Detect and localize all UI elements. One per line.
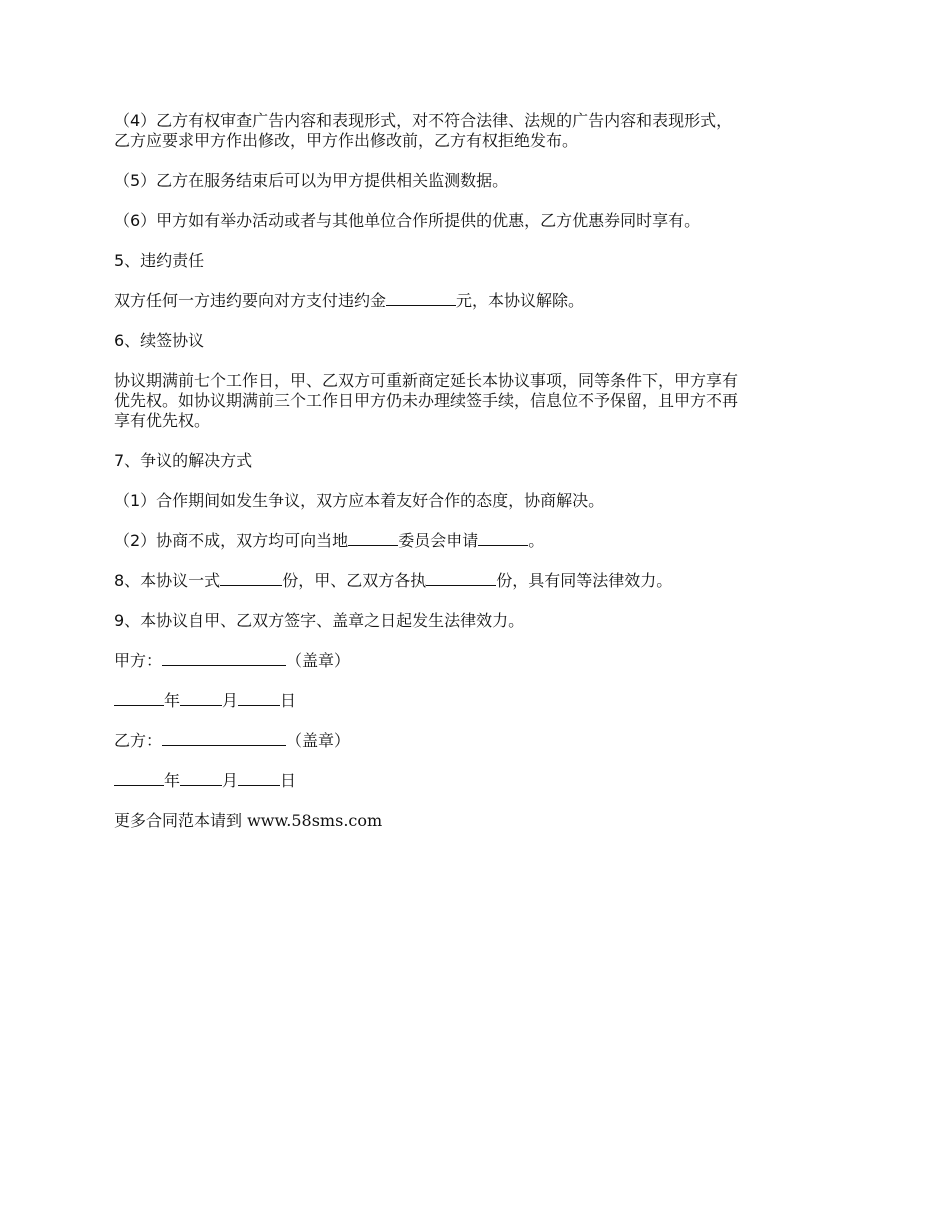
month-label: 月 xyxy=(222,691,239,710)
party-b-day-blank xyxy=(238,771,280,786)
copies-start: 8、本协议一式 xyxy=(114,571,221,590)
party-a-label: 甲方： xyxy=(114,651,163,670)
clause-copies xyxy=(114,571,844,591)
dispute-2-start: （2）协商不成，双方均可向当地 xyxy=(114,531,349,550)
party-b-date xyxy=(114,771,844,791)
breach-text-end: 元，本协议解除。 xyxy=(456,291,585,310)
party-b-signature xyxy=(114,731,844,751)
renewal-text xyxy=(114,371,844,431)
dispute-2 xyxy=(114,531,844,551)
heading-renewal: 6、续签协议 xyxy=(114,331,205,350)
day-label: 日 xyxy=(280,771,297,790)
clause-effective: 9、本协议自甲、乙双方签字、盖章之日起发生法律效力。 xyxy=(114,611,525,630)
party-b-month-blank xyxy=(180,771,222,786)
footer-note: 更多合同范本请到 www.58sms.com xyxy=(114,811,383,830)
copies-total-blank xyxy=(220,571,282,586)
local-committee-blank xyxy=(348,531,398,546)
penalty-amount-blank xyxy=(386,291,456,306)
clause-5: （5）乙方在服务结束后可以为甲方提供相关监测数据。 xyxy=(114,171,509,190)
copies-middle: 份，甲、乙双方各执 xyxy=(282,571,427,590)
breach-text xyxy=(114,291,844,311)
party-a-signature xyxy=(114,651,844,671)
application-type-blank xyxy=(478,531,528,546)
party-a-signature-blank xyxy=(162,651,286,666)
party-b-signature-blank xyxy=(162,731,286,746)
year-label: 年 xyxy=(164,691,181,710)
contract-body xyxy=(114,111,844,851)
party-a-year-blank xyxy=(114,691,164,706)
heading-dispute: 7、争议的解决方式 xyxy=(114,451,253,470)
clause-4-line-1: （4）乙方有权审查广告内容和表现形式，对不符合法律、法规的广告内容和表现形式， xyxy=(114,111,733,130)
copies-end: 份，具有同等法律效力。 xyxy=(496,571,673,590)
party-a-seal-label: （盖章） xyxy=(286,651,351,670)
clause-4 xyxy=(114,111,844,151)
party-b-label: 乙方： xyxy=(114,731,163,750)
party-b-seal-label: （盖章） xyxy=(286,731,351,750)
renewal-line-3: 享有优先权。 xyxy=(114,411,211,430)
renewal-line-2: 优先权。如协议期满前三个工作日甲方仍未办理续签手续，信息位不予保留，且甲方不再 xyxy=(114,391,739,410)
dispute-2-end: 。 xyxy=(528,531,545,550)
dispute-1: （1）合作期间如发生争议，双方应本着友好合作的态度，协商解决。 xyxy=(114,491,605,510)
dispute-2-middle: 委员会申请 xyxy=(398,531,479,550)
party-a-month-blank xyxy=(180,691,222,706)
party-b-year-blank xyxy=(114,771,164,786)
year-label: 年 xyxy=(164,771,181,790)
month-label: 月 xyxy=(222,771,239,790)
breach-text-start: 双方任何一方违约要向对方支付违约金 xyxy=(114,291,387,310)
renewal-line-1: 协议期满前七个工作日，甲、乙双方可重新商定延长本协议事项，同等条件下，甲方享有 xyxy=(114,371,739,390)
day-label: 日 xyxy=(280,691,297,710)
clause-4-line-2: 乙方应要求甲方作出修改，甲方作出修改前，乙方有权拒绝发布。 xyxy=(114,131,579,150)
heading-breach: 5、违约责任 xyxy=(114,251,205,270)
copies-each-blank xyxy=(426,571,496,586)
party-a-day-blank xyxy=(238,691,280,706)
clause-6: （6）甲方如有举办活动或者与其他单位合作所提供的优惠，乙方优惠券同时享有。 xyxy=(114,211,701,230)
party-a-date xyxy=(114,691,844,711)
